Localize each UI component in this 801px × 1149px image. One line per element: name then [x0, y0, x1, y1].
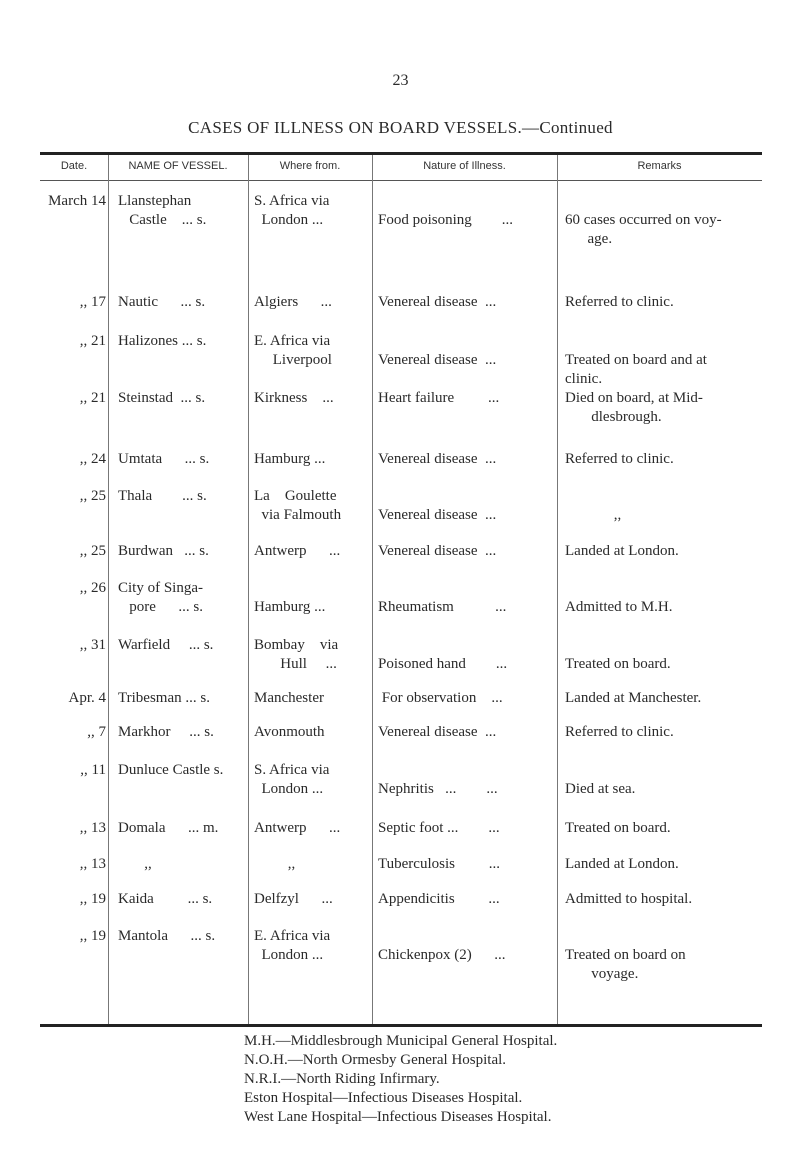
cell-vessel: [118, 819, 244, 838]
cell-vessel-line: Warfield ... s.: [118, 637, 214, 653]
cell-from-line: ,,: [254, 856, 296, 872]
cell-remarks: [565, 819, 761, 838]
cell-illness-line: Tuberculosis ...: [378, 856, 500, 872]
cell-illness-line: Venereal disease ...: [378, 294, 497, 310]
cell-remarks: [565, 855, 761, 874]
cell-illness-line: [378, 579, 550, 598]
cell-from-line: Antwerp ...: [254, 543, 341, 559]
cell-date: Apr. 4: [68, 690, 106, 706]
header-illness: Nature of Illness.: [423, 160, 506, 172]
cell-vessel: [118, 542, 244, 561]
cell-illness-line: [378, 761, 550, 780]
cell-remarks-line: voyage.: [565, 966, 639, 982]
table-bottom-rule: [40, 1024, 762, 1027]
cell-vessel: [118, 450, 244, 469]
cell-from-line: Hamburg ...: [254, 599, 326, 615]
cell-remarks: [565, 689, 761, 708]
cell-date: ,, 31: [79, 637, 106, 653]
page-title: CASES OF ILLNESS ON BOARD VESSELS.—Continued: [188, 118, 613, 137]
cell-remarks: [565, 579, 761, 617]
cell-vessel-line: Halizones ... s.: [118, 333, 207, 349]
cell-remarks-line: Treated on board.: [565, 820, 671, 836]
cell-illness: [378, 579, 550, 617]
legend: [244, 1032, 557, 1127]
cell-illness-line: Venereal disease ...: [378, 352, 497, 368]
cell-date: ,, 21: [79, 390, 106, 406]
cell-from: [254, 927, 368, 965]
cell-remarks-line: Treated on board and at: [565, 352, 707, 368]
cell-from: [254, 819, 368, 838]
cell-remarks: [565, 293, 761, 312]
cell-remarks-line: Landed at Manchester.: [565, 690, 702, 706]
cell-illness: [378, 450, 550, 469]
cell-vessel-line: Mantola ... s.: [118, 928, 216, 944]
cell-from-line: E. Africa via: [254, 333, 331, 349]
cell-vessel: [118, 487, 244, 506]
header-date: Date.: [60, 160, 88, 172]
cell-remarks: [565, 389, 761, 427]
cell-from: [254, 487, 368, 525]
cell-from: [254, 689, 368, 708]
cell-date: ,, 13: [79, 820, 106, 836]
cell-vessel-line: Domala ... m.: [118, 820, 219, 836]
cell-vessel: [118, 723, 244, 742]
cell-illness: [378, 689, 550, 708]
cell-vessel-line: pore ... s.: [118, 599, 203, 615]
cell-illness-line: Food poisoning ...: [378, 212, 514, 228]
cell-vessel: [118, 636, 244, 655]
cell-from-line: London ...: [254, 947, 324, 963]
cell-from-line: via Falmouth: [254, 507, 342, 523]
cell-remarks: [565, 450, 761, 469]
cell-vessel-line: Castle ... s.: [118, 212, 207, 228]
cell-illness: [378, 389, 550, 408]
cell-vessel: [118, 389, 244, 408]
page-number: 23: [392, 72, 409, 89]
cell-remarks-line: Landed at London.: [565, 543, 679, 559]
cell-remarks-line: [565, 636, 761, 655]
cell-remarks-line: 60 cases occurred on voy-: [565, 212, 722, 228]
cell-from: [254, 723, 368, 742]
cell-remarks-line: Admitted to M.H.: [565, 599, 673, 615]
cell-remarks-line: [565, 332, 761, 351]
cell-illness: [378, 855, 550, 874]
cell-vessel: [118, 761, 244, 780]
cell-date: ,, 11: [80, 762, 106, 778]
cell-vessel-line: Dunluce Castle s.: [118, 762, 224, 778]
column-divider-2: [248, 155, 249, 1024]
cell-illness-line: [378, 636, 550, 655]
cell-remarks-line: ,,: [565, 507, 622, 523]
cell-vessel-line: City of Singa-: [118, 580, 203, 596]
cell-from-line: Hamburg ...: [254, 451, 326, 467]
cell-illness: [378, 542, 550, 561]
header-vessel: NAME OF VESSEL.: [128, 160, 228, 172]
cell-vessel-line: Steinstad ... s.: [118, 390, 206, 406]
cell-vessel-line: Tribesman ... s.: [118, 690, 210, 706]
cell-from-line: E. Africa via: [254, 928, 331, 944]
cell-remarks-line: [565, 927, 761, 946]
cell-from-line: Delfzyl ...: [254, 891, 333, 907]
cell-vessel-line: ,,: [118, 856, 152, 872]
cell-illness-line: Poisoned hand ...: [378, 656, 508, 672]
cell-illness: [378, 332, 550, 370]
cell-illness-line: Chickenpox (2) ...: [378, 947, 506, 963]
cell-from-line: Hull ...: [254, 656, 337, 672]
cell-from-line: S. Africa via: [254, 762, 330, 778]
cell-vessel: [118, 689, 244, 708]
cell-illness: [378, 761, 550, 799]
cell-from: [254, 450, 368, 469]
cell-illness-line: Heart failure ...: [378, 390, 500, 406]
cell-from-line: London ...: [254, 781, 324, 797]
cell-illness-line: Appendicitis ...: [378, 891, 500, 907]
cell-vessel: [118, 855, 244, 874]
cell-from-line: Bombay via: [254, 637, 339, 653]
cell-illness-line: For observation ...: [378, 690, 503, 706]
cell-date: ,, 26: [79, 580, 106, 596]
cell-vessel-line: Thala ... s.: [118, 488, 207, 504]
cell-from-line: Liverpool: [254, 352, 332, 368]
cell-vessel: [118, 192, 244, 230]
cell-from-line: Manchester: [254, 690, 324, 706]
cell-remarks-line: Treated on board.: [565, 656, 671, 672]
table-header-rule: [40, 180, 762, 181]
cell-date: ,, 19: [79, 891, 106, 907]
legend-item: M.H.—Middlesbrough Municipal General Hospital.: [244, 1033, 558, 1049]
cell-remarks: [565, 332, 761, 389]
cell-illness: [378, 487, 550, 525]
cell-from-line: London ...: [254, 212, 324, 228]
cell-vessel-line: Umtata ... s.: [118, 451, 210, 467]
cell-illness: [378, 819, 550, 838]
column-divider-1: [108, 155, 109, 1024]
cell-from: [254, 890, 368, 909]
cell-remarks-line: dlesbrough.: [565, 409, 662, 425]
cell-date: ,, 19: [79, 928, 106, 944]
column-divider-3: [372, 155, 373, 1024]
cell-illness-line: [378, 487, 550, 506]
cell-illness-line: Venereal disease ...: [378, 507, 497, 523]
cell-remarks: [565, 192, 761, 249]
cell-illness-line: Venereal disease ...: [378, 724, 497, 740]
cell-illness-line: [378, 927, 550, 946]
cell-illness: [378, 723, 550, 742]
cell-date: ,, 25: [79, 488, 106, 504]
cell-vessel-line: Kaida ... s.: [118, 891, 213, 907]
cell-illness-line: Venereal disease ...: [378, 451, 497, 467]
legend-item: West Lane Hospital—Infectious Diseases Hospital.: [244, 1109, 552, 1125]
cell-remarks-line: Treated on board on: [565, 947, 686, 963]
cell-remarks-line: Referred to clinic.: [565, 724, 674, 740]
cell-from-line: [254, 579, 368, 598]
cell-from-line: Kirkness ...: [254, 390, 334, 406]
cell-remarks: [565, 636, 761, 674]
cell-from-line: La Goulette: [254, 488, 337, 504]
legend-item: Eston Hospital—Infectious Diseases Hospital.: [244, 1090, 523, 1106]
table-top-rule: [40, 152, 762, 155]
cell-from-line: Antwerp ...: [254, 820, 341, 836]
cell-from: [254, 761, 368, 799]
cell-vessel-line: Nautic ... s.: [118, 294, 206, 310]
cell-remarks-line: Referred to clinic.: [565, 451, 674, 467]
cell-from: [254, 636, 368, 674]
cell-illness-line: Septic foot ... ...: [378, 820, 500, 836]
cell-remarks-line: [565, 761, 761, 780]
cell-vessel: [118, 293, 244, 312]
cell-date: ,, 21: [79, 333, 106, 349]
legend-item: N.R.I.—North Riding Infirmary.: [244, 1071, 440, 1087]
cell-date: ,, 17: [79, 294, 106, 310]
header-remarks: Remarks: [637, 160, 682, 172]
cell-from: [254, 542, 368, 561]
cell-vessel: [118, 927, 244, 946]
cell-remarks-line: [565, 579, 761, 598]
cell-remarks-line: Died at sea.: [565, 781, 636, 797]
cell-date: March 14: [48, 193, 106, 209]
cell-date: ,, 7: [87, 724, 106, 740]
cell-from: [254, 855, 368, 874]
cell-remarks: [565, 542, 761, 561]
cell-remarks: [565, 487, 761, 525]
cell-remarks-line: Landed at London.: [565, 856, 679, 872]
cell-remarks-line: Died on board, at Mid-: [565, 390, 703, 406]
cell-date: ,, 13: [79, 856, 106, 872]
cell-from: [254, 579, 368, 617]
cell-illness-line: [378, 192, 550, 211]
cell-from-line: Avonmouth: [254, 724, 325, 740]
cell-illness: [378, 927, 550, 965]
cell-from: [254, 192, 368, 230]
cell-illness: [378, 636, 550, 674]
cell-from: [254, 389, 368, 408]
cell-illness-line: Rheumatism ...: [378, 599, 507, 615]
cell-remarks-line: clinic.: [565, 371, 603, 387]
cell-illness: [378, 293, 550, 312]
cell-vessel: [118, 890, 244, 909]
cell-remarks-line: [565, 192, 761, 211]
cell-date: ,, 25: [79, 543, 106, 559]
cell-illness: [378, 890, 550, 909]
cell-remarks-line: [565, 487, 761, 506]
cell-from: [254, 332, 368, 370]
cell-vessel: [118, 332, 244, 351]
legend-item: N.O.H.—North Ormesby General Hospital.: [244, 1052, 507, 1068]
cell-remarks-line: Referred to clinic.: [565, 294, 674, 310]
cell-remarks-line: age.: [565, 231, 613, 247]
cell-illness-line: Nephritis ... ...: [378, 781, 498, 797]
cell-from-line: S. Africa via: [254, 193, 330, 209]
cell-remarks-line: Admitted to hospital.: [565, 891, 693, 907]
cell-illness-line: [378, 332, 550, 351]
cell-remarks: [565, 761, 761, 799]
cell-from: [254, 293, 368, 312]
cell-vessel-line: Llanstephan: [118, 193, 192, 209]
cell-from-line: Algiers ...: [254, 294, 332, 310]
cell-date: ,, 24: [79, 451, 106, 467]
cell-remarks: [565, 927, 761, 984]
cell-vessel-line: Burdwan ... s.: [118, 543, 209, 559]
cell-vessel-line: Markhor ... s.: [118, 724, 214, 740]
column-divider-4: [557, 155, 558, 1024]
cell-vessel: [118, 579, 244, 617]
cell-remarks: [565, 890, 761, 909]
cell-remarks: [565, 723, 761, 742]
cell-illness-line: Venereal disease ...: [378, 543, 497, 559]
header-from: Where from.: [279, 160, 341, 172]
cell-illness: [378, 192, 550, 230]
